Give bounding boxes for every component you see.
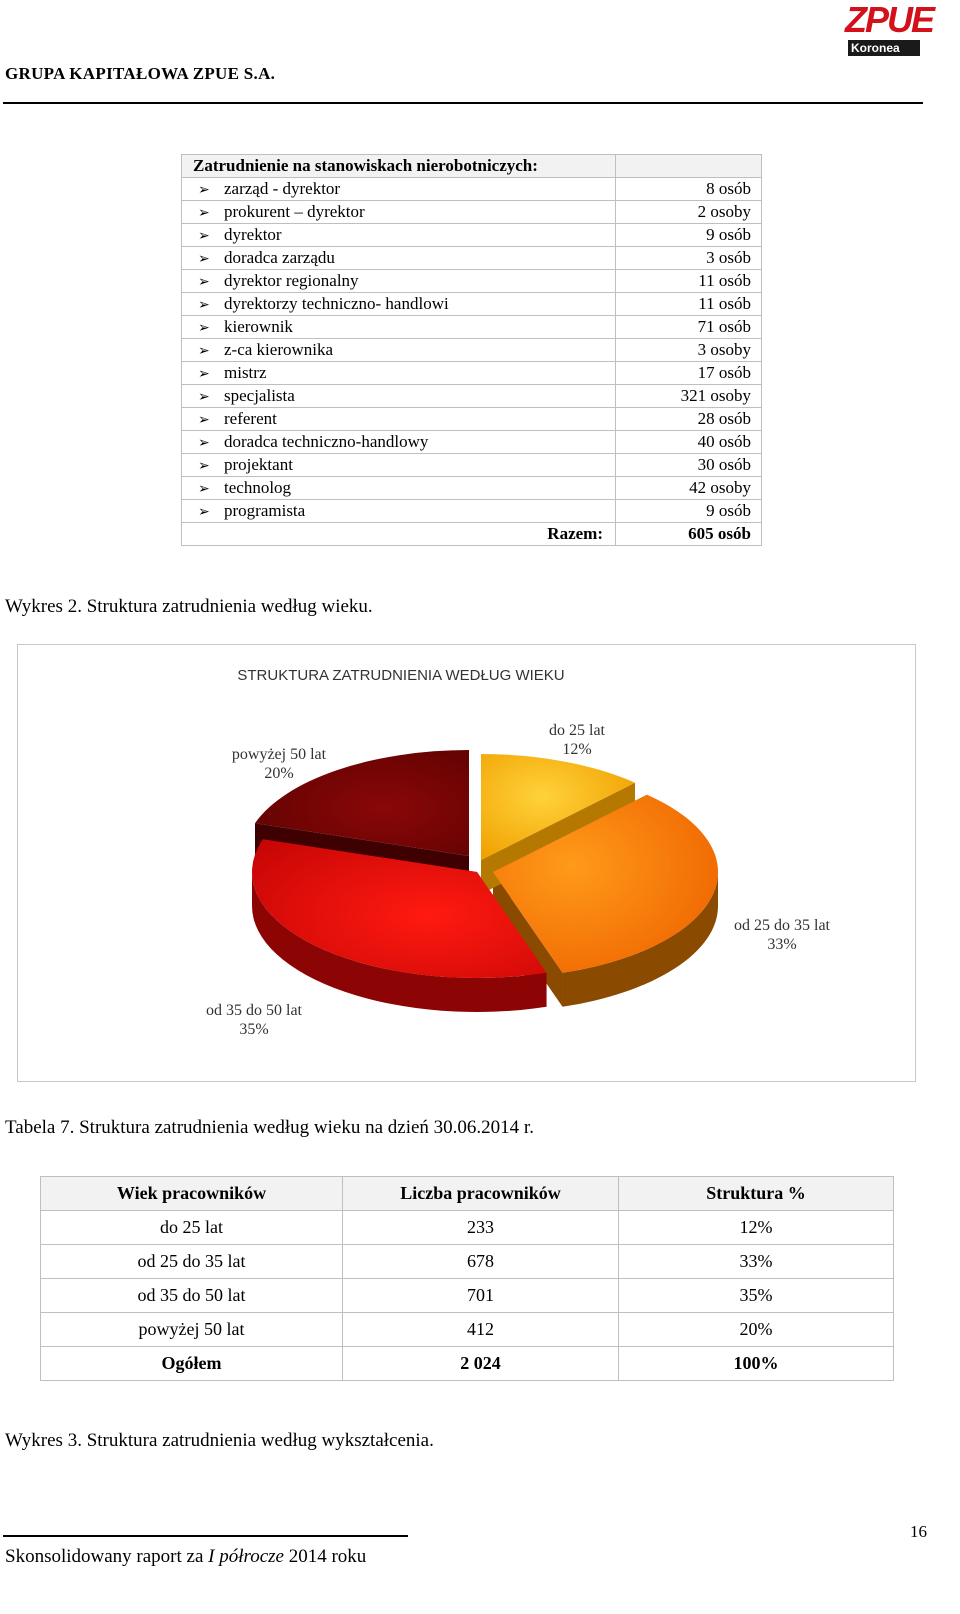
table-row [182,500,762,523]
position-cell [182,270,616,293]
table-row [182,339,762,362]
arrow-bullet-icon: ➢ [198,367,210,382]
footer-text-italic: I półrocze [208,1546,284,1567]
slice-value-label: 33% [767,936,797,953]
table-row [182,362,762,385]
position-label: doradca zarządu [224,248,335,267]
position-cell [182,339,616,362]
position-count: 9 osób [616,500,762,523]
position-cell [182,500,616,523]
cell-structure: 12% [619,1211,894,1245]
cell-structure: 33% [619,1245,894,1279]
logo-subbrand: Koronea [848,40,920,56]
cell-age: od 35 do 50 lat [41,1279,343,1313]
position-label: dyrektor regionalny [224,271,359,290]
total-label: Razem: [182,523,616,546]
position-label: zarząd - dyrektor [224,179,341,198]
table-row [41,1279,894,1313]
position-count: 28 osób [616,408,762,431]
table-row [41,1313,894,1347]
cell-structure: 35% [619,1279,894,1313]
age-structure-table [40,1176,894,1381]
table-row [182,201,762,224]
header-title: GRUPA KAPITAŁOWA ZPUE S.A. [5,64,276,83]
position-label: dyrektorzy techniczno- handlowi [224,294,449,313]
total-structure: 100% [619,1347,894,1381]
table1-total-row [182,523,762,546]
table2-caption: Tabela 7. Struktura zatrudnienia według wieku na dzień 30.06.2014 r. [5,1117,534,1138]
position-cell [182,431,616,454]
arrow-bullet-icon: ➢ [198,275,210,290]
next-chart-caption: Wykres 3. Struktura zatrudnienia według wykształcenia. [5,1430,434,1451]
footer-text-part2: 2014 roku [283,1546,367,1567]
position-cell [182,178,616,201]
col-header-age: Wiek pracowników [41,1177,343,1211]
cell-structure: 20% [619,1313,894,1347]
cell-age: od 25 do 35 lat [41,1245,343,1279]
table1-heading-empty [616,155,762,178]
position-count: 17 osób [616,362,762,385]
table1-heading: Zatrudnienie na stanowiskach nierobotniczych: [182,155,616,178]
position-cell [182,362,616,385]
pie-chart-svg [18,645,915,1081]
cell-count: 412 [343,1313,619,1347]
non-manual-employment-table [181,154,762,546]
position-label: doradca techniczno-handlowy [224,432,429,451]
arrow-bullet-icon: ➢ [198,252,210,267]
position-cell [182,224,616,247]
position-count: 11 osób [616,270,762,293]
cell-age: powyżej 50 lat [41,1313,343,1347]
table-row [182,270,762,293]
position-label: technolog [224,478,292,497]
chart-title: STRUKTURA ZATRUDNIENIA WEDŁUG WIEKU [237,667,565,684]
position-count: 42 osoby [616,477,762,500]
position-count: 11 osób [616,293,762,316]
table-row [182,247,762,270]
col-header-count: Liczba pracowników [343,1177,619,1211]
table-row [41,1245,894,1279]
position-count: 3 osób [616,247,762,270]
slice-label: powyżej 50 lat [231,746,327,763]
age-structure-chart [17,644,916,1082]
position-count: 40 osób [616,431,762,454]
chart-caption: Wykres 2. Struktura zatrudnienia według wieku. [5,596,373,617]
position-label: programista [224,501,306,520]
slice-value-label: 20% [264,765,294,782]
arrow-bullet-icon: ➢ [198,206,210,221]
slice-label: od 35 do 50 lat [206,1002,302,1019]
position-label: referent [224,409,277,428]
position-count: 3 osoby [616,339,762,362]
position-count: 9 osób [616,224,762,247]
arrow-bullet-icon: ➢ [198,505,210,520]
table-row [182,431,762,454]
position-label: dyrektor [224,225,282,244]
table-row [182,293,762,316]
position-count: 8 osób [616,178,762,201]
table-row [182,178,762,201]
header-divider [3,102,923,104]
logo-wordmark: ZPUE [845,0,934,40]
page-number: 16 [910,1522,927,1541]
position-cell [182,293,616,316]
arrow-bullet-icon: ➢ [198,390,210,405]
position-cell [182,247,616,270]
zpue-logo [845,0,934,58]
table-row [182,454,762,477]
position-count: 71 osób [616,316,762,339]
table-row [182,408,762,431]
slice-label: od 25 do 35 lat [734,917,830,934]
arrow-bullet-icon: ➢ [198,459,210,474]
arrow-bullet-icon: ➢ [198,321,210,336]
position-cell [182,408,616,431]
arrow-bullet-icon: ➢ [198,413,210,428]
position-label: kierownik [224,317,293,336]
position-label: z-ca kierownika [224,340,334,359]
total-count: 2 024 [343,1347,619,1381]
table-row [182,316,762,339]
cell-count: 701 [343,1279,619,1313]
position-count: 321 osoby [616,385,762,408]
cell-count: 678 [343,1245,619,1279]
position-cell [182,385,616,408]
footer-text-part1: Skonsolidowany raport za [5,1546,209,1567]
arrow-bullet-icon: ➢ [198,183,210,198]
total-value: 605 osób [616,523,762,546]
col-header-structure: Struktura % [619,1177,894,1211]
position-cell [182,477,616,500]
position-count: 30 osób [616,454,762,477]
position-label: mistrz [224,363,267,382]
cell-count: 233 [343,1211,619,1245]
footer-text [5,1546,366,1568]
total-label: Ogółem [41,1347,343,1381]
position-cell [182,454,616,477]
table2-total-row [41,1347,894,1381]
arrow-bullet-icon: ➢ [198,298,210,313]
position-cell [182,316,616,339]
footer-divider [3,1535,408,1537]
slice-value-label: 12% [562,741,592,758]
position-count: 2 osoby [616,201,762,224]
position-cell [182,201,616,224]
position-label: specjalista [224,386,295,405]
arrow-bullet-icon: ➢ [198,436,210,451]
position-label: prokurent – dyrektor [224,202,365,221]
slice-value-label: 35% [239,1021,269,1038]
cell-age: do 25 lat [41,1211,343,1245]
table-row [182,477,762,500]
table-row [41,1211,894,1245]
table-row [182,224,762,247]
position-label: projektant [224,455,293,474]
table2-header-row [41,1177,894,1211]
arrow-bullet-icon: ➢ [198,344,210,359]
table1-heading-row [182,155,762,178]
arrow-bullet-icon: ➢ [198,482,210,497]
table-row [182,385,762,408]
arrow-bullet-icon: ➢ [198,229,210,244]
slice-label: do 25 lat [549,722,605,739]
